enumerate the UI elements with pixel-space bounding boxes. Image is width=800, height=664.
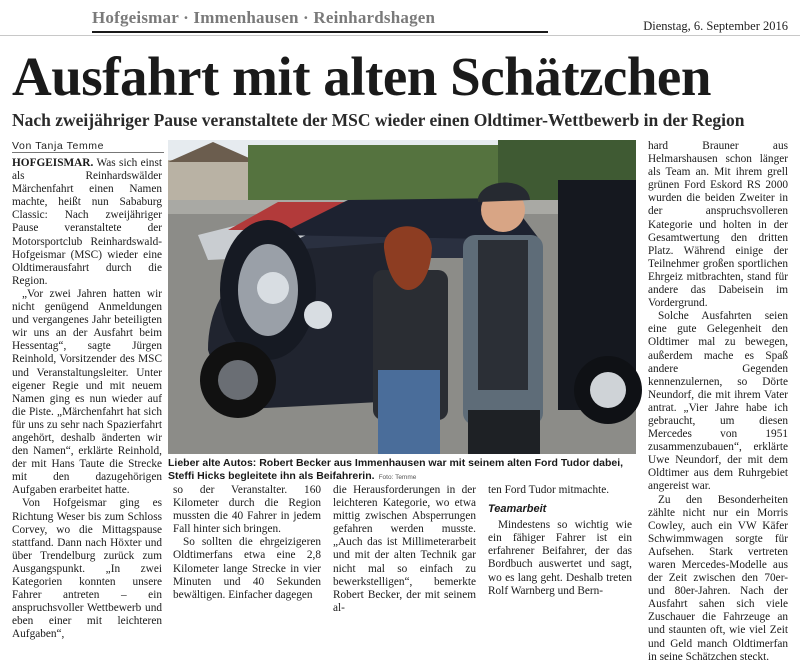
article-column-3 — [333, 484, 476, 614]
paragraph-text: Was sich einst als Reinhardswälder Märchenfahrt einen Namen machte, heißt nun Sababurg Classic: Nach zweijähriger Pause veranstaltete der Motorsportclub Reinhardswald-Hofgeismar (MSC) wieder eine Oldtimerausfahrt durch die Region. — [12, 157, 162, 287]
paragraph: „Vor zwei Jahren hatten wir nicht genügend Anmeldungen und vergangenes Jahr beteiligten wir uns an der Ausfahrt beim Hessentag“, sagte Jürgen Reinhold, Vorsitzender des MSC und Veranstaltungsleiter. Unter eigener Regie und mit neuem Namen ging es nun wieder auf die Piste. „Märchenfahrt hat sich für uns zu sehr nach Spazierfahrt angehört, deshalb änderten wir den Namen“, erklärte Reinhold, der mit Hans Taute die Strecke mit den dazugehörigen Aufgaben erarbeitet hatte. — [12, 287, 162, 497]
byline-divider — [12, 152, 164, 153]
caption-text: Lieber alte Autos: Robert Becker aus Immenhausen war mit seinem alten Ford Tudor dabei, Steffi Hicks begleitete ihn als Beifahrerin. — [168, 457, 624, 482]
paragraph: So sollten die ehrgeizigeren Oldtimerfans etwa eine 2,8 Kilometer lange Strecke in vier Minuten und 40 Sekunden bewältigen. Einfacher dagegen — [173, 536, 321, 601]
article-photo — [168, 140, 636, 454]
page-header — [0, 0, 800, 38]
article-column-1 — [12, 157, 162, 641]
photo-caption — [168, 457, 636, 484]
header-divider — [0, 35, 800, 36]
paragraph: die Herausforderungen in der leichteren Kategorie, wo etwa mittig zwischen Absperrungen gefahren werden musste. „Auch das ist Millimeterarbeit und mit der alten Technik gar nicht mal so einfach zu bewerkstelligen“, bemerkte Robert Becker, der mit seinem al- — [333, 484, 476, 614]
paragraph: hard Brauner aus Helmarshausen schon länger als Team an. Mit ihrem grell grünen Ford Eskord RS 2000 wurden die beiden Zweiter in der anspruchsvolleren Kategorie und holten in der Gesamtwertung den dritten Platz. Während einige der Teilnehmer großen sportlichen Ehrgeiz mitbrachten, stand für andere das Dabeisein im Vordergrund. — [648, 140, 788, 310]
section-title: Hofgeismar · Immenhausen · Reinhardshagen — [92, 8, 436, 27]
article-column-2 — [173, 484, 321, 602]
photo-illustration — [168, 140, 636, 454]
article-column-4 — [488, 484, 632, 602]
dateline: HOFGEISMAR. — [12, 157, 94, 169]
subheadline: Nach zweijähriger Pause veranstaltete der MSC wieder einen Oldtimer-Wettbewerb in der Region — [12, 110, 745, 130]
lead-paragraph — [12, 157, 162, 288]
section-subheading: Teamarbeit — [488, 503, 547, 516]
byline: Von Tanja Temme — [12, 140, 105, 152]
paragraph: Zu den Besonderheiten zählte nicht nur ein Morris Cowley, auch ein VW Käfer Schwimmwagen sorgte für Aufsehen. Stark vertreten waren Mercedes-Modelle aus der Zeit zwischen den 70er- und 80er-Jahren. Nach der Ausfahrt sahen sich viele Zuschauer die Fahrzeuge an und staunten oft, wie viel Zeit und Geld manch Oldtimerfan in seine Schätzchen steckt. — [648, 493, 788, 663]
article-column-5 — [648, 140, 788, 663]
headline: Ausfahrt mit alten Schätzchen — [12, 46, 711, 107]
section-underline — [92, 31, 548, 33]
paragraph: Solche Ausfahrten seien eine gute Gelegenheit den Oldtimer mal zu bewegen, außerdem mache es Spaß andere Gegenden kennenzulernen, so Dörte Neundorf, die mit ihrem Vater antrat. „Vier Jahre habe ich gebraucht, um diesen Mercedes von 1951 zusammenzubauen“, erklärte Uwe Neundorf, der mit dem Oldtimer aus dem Ruhrgebiet angereist war. — [648, 310, 788, 493]
paragraph: Von Hofgeismar ging es Richtung Weser bis zum Schloss Corvey, wo die Mittagspause stattfand. Dann nach Höxter und über Trendelburg zurück zum Ausgangspunkt. „In zwei Kategorien konnten unsere Fahrer antreten – ein anspruchsvoller Wettbewerb und eben einer mit leichteren Aufgaben“, — [12, 497, 162, 641]
paragraph: Mindestens so wichtig wie ein fähiger Fahrer ist ein erfahrener Beifahrer, der das Bordbuch auswertet und sagt, wo es lang geht. Deshalb treten Rolf Warnberg und Bern- — [488, 519, 632, 597]
paragraph: so der Veranstalter. 160 Kilometer durch die Region mussten die 40 Fahrer in jedem Fall hinter sich bringen. — [173, 484, 321, 536]
issue-date: Dienstag, 6. September 2016 — [643, 19, 788, 33]
paragraph: ten Ford Tudor mitmachte. — [488, 484, 610, 496]
photo-credit: Foto: Temme — [378, 473, 417, 481]
